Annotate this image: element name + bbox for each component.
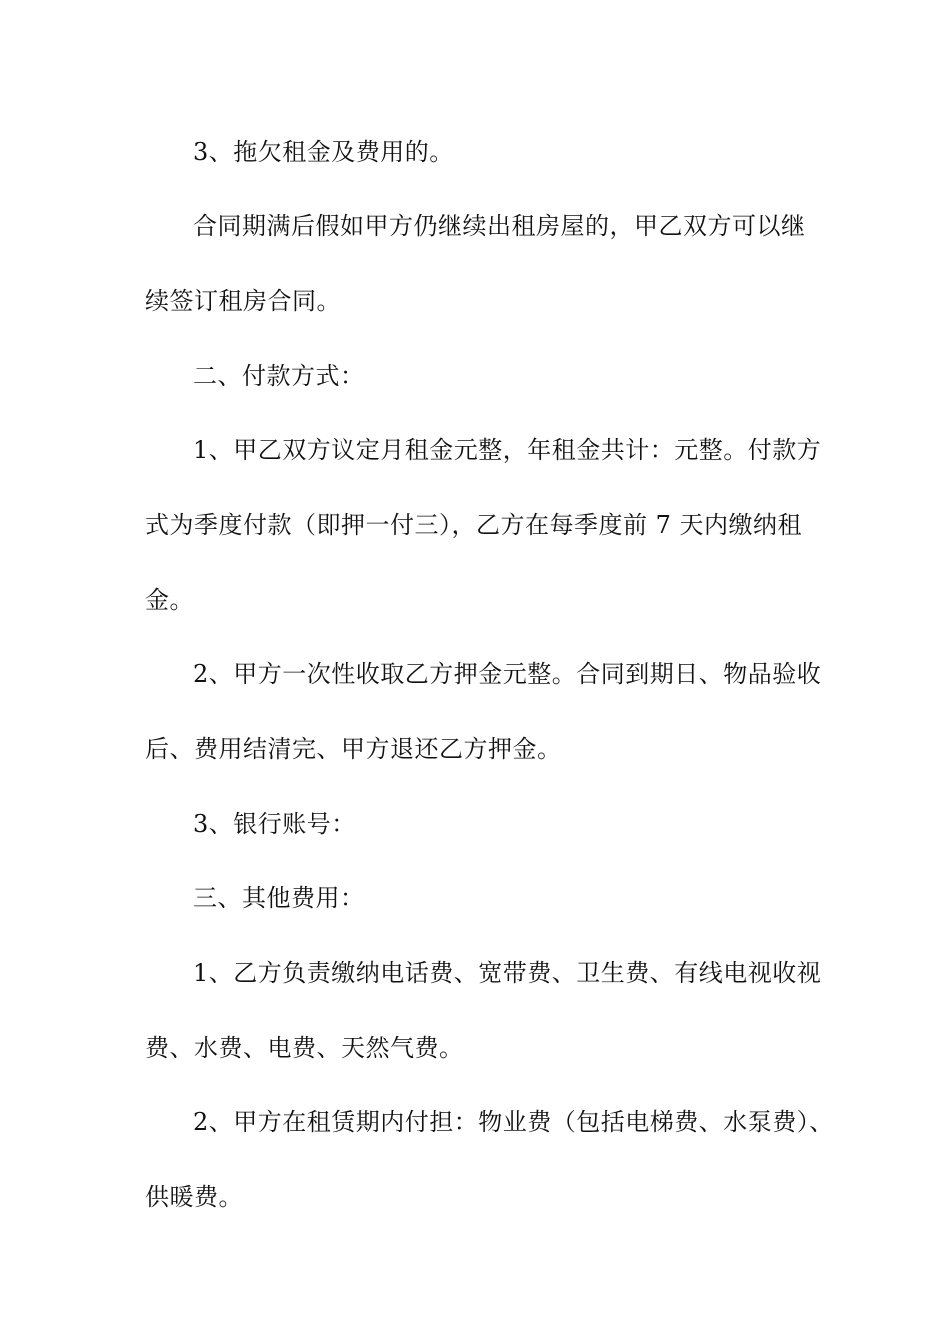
- section-heading: 二、付款方式：: [193, 362, 365, 390]
- text-line: 2、甲方在租赁期内付担：物业费（包括电梯费、水泵费）、: [193, 1108, 834, 1136]
- section-heading: 三、其他费用：: [193, 884, 365, 912]
- text-line: 后、费用结清完、甲方退还乙方押金。: [145, 735, 562, 763]
- text-line: 费、水费、电费、天然气费。: [145, 1034, 464, 1062]
- text-line: 2、甲方一次性收取乙方押金元整。合同到期日、物品验收: [193, 660, 822, 688]
- text-line: 供暖费。: [145, 1183, 243, 1211]
- text-line: 金。: [145, 586, 194, 614]
- text-line: 式为季度付款（即押一付三），乙方在每季度前 7 天内缴纳租: [145, 511, 803, 539]
- text-line: 1、乙方负责缴纳电话费、宽带费、卫生费、有线电视收视: [193, 959, 822, 987]
- text-line: 3、银行账号：: [193, 810, 356, 838]
- text-line: 合同期满后假如甲方仍继续出租房屋的，甲乙双方可以继: [193, 212, 806, 240]
- text-line: 续签订租房合同。: [145, 287, 341, 315]
- text-line: 3、拖欠租金及费用的。: [193, 138, 454, 166]
- text-line: 1、甲乙双方议定月租金元整，年租金共计：元整。付款方: [193, 436, 822, 464]
